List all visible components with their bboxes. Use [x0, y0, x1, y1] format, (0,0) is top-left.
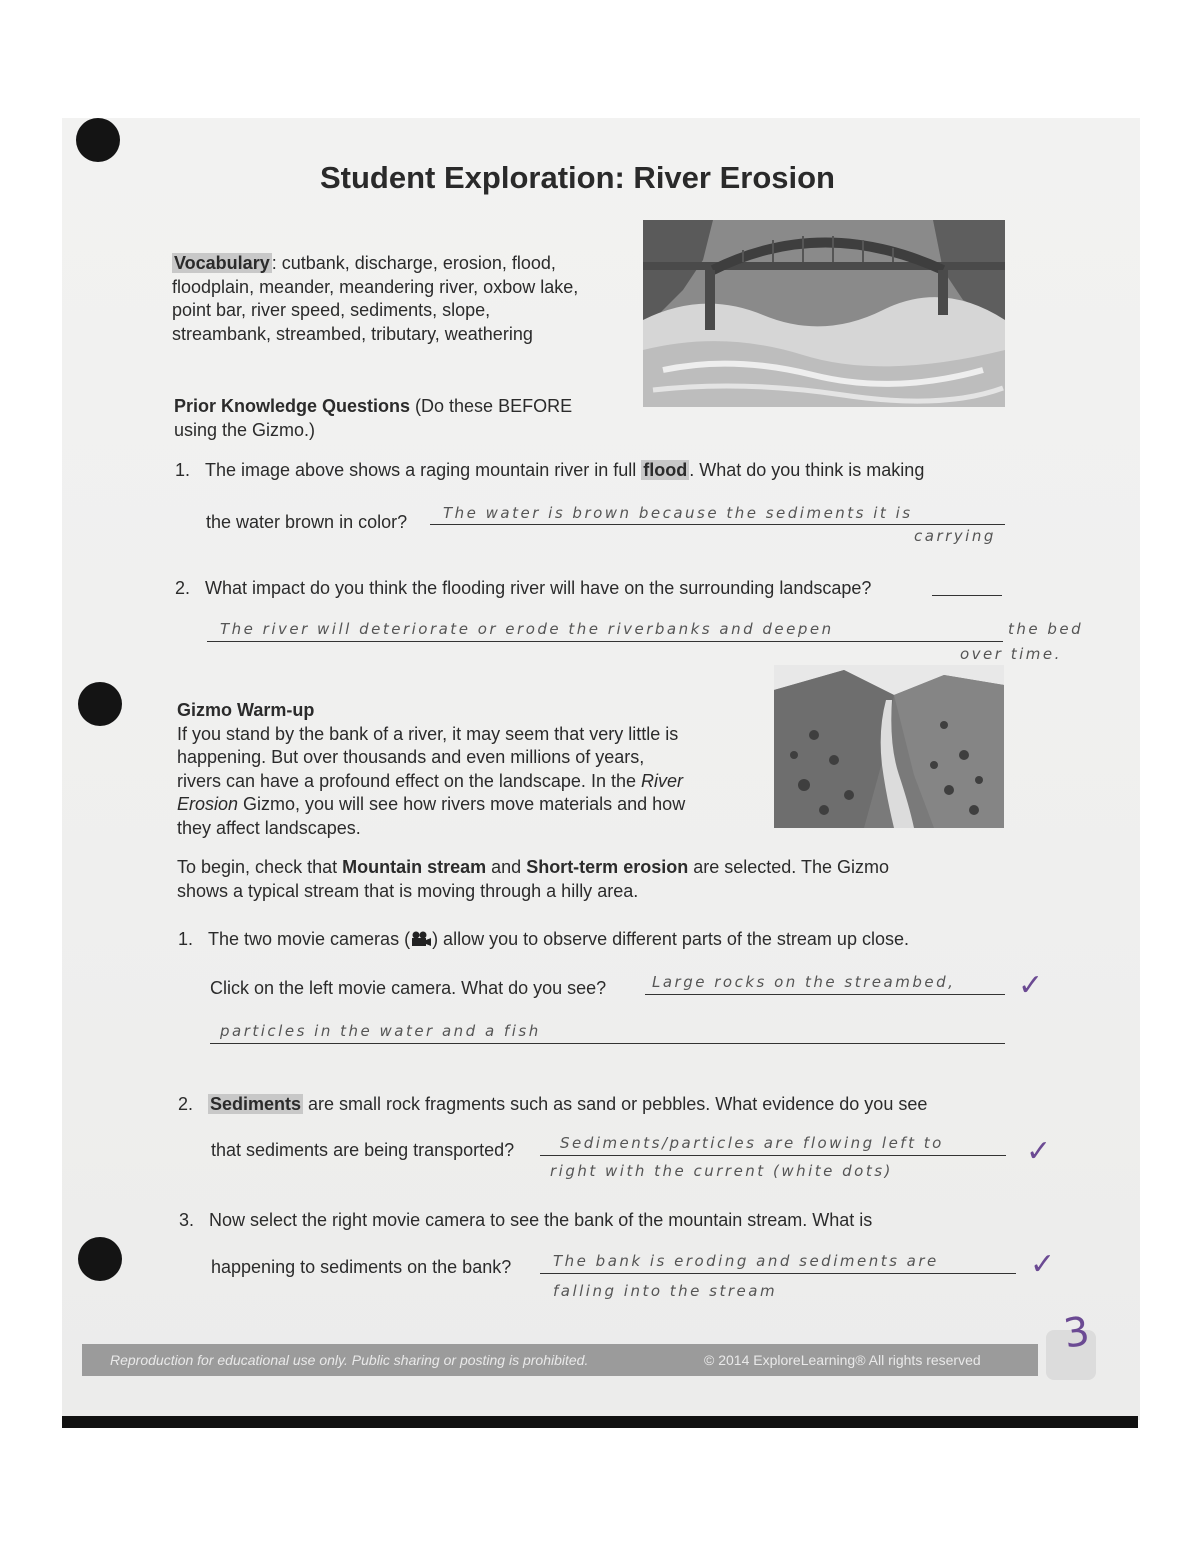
gizmo-name-italic: Erosion [177, 794, 239, 814]
pk-q1-prompt: the water brown in color? [206, 512, 408, 532]
page-bottom-edge [62, 1416, 1138, 1428]
gizmo-question-2 [178, 1093, 1008, 1117]
vocabulary-line: streambank, streambed, tributary, weathering [172, 323, 533, 344]
binder-hole-bottom [78, 1237, 122, 1281]
binder-hole-top [76, 118, 120, 162]
vocabulary-block [172, 252, 632, 346]
begin-text: shows a typical stream that is moving through a hilly area. [177, 880, 639, 901]
answer-line [645, 994, 1005, 995]
warmup-line: Gizmo, you will see how rivers move materials and how [238, 794, 686, 814]
begin-text: are selected. The Gizmo [688, 857, 889, 877]
begin-text: and [486, 857, 527, 877]
prior-knowledge-heading [174, 395, 634, 442]
setting-mountain-stream: Mountain stream [342, 857, 487, 877]
handwritten-answer: The bank is eroding and sediments are [553, 1252, 939, 1270]
warmup-line: rivers can have a profound effect on the landscape. In the [177, 770, 641, 791]
answer-line [207, 641, 1003, 642]
question-number: 1. [175, 460, 191, 480]
question-text: The two movie cameras ( [208, 929, 411, 949]
grader-checkmark: ✓ [1018, 968, 1044, 1003]
warmup-line: they affect landscapes. [177, 817, 361, 838]
handwritten-answer: particles in the water and a fish [220, 1022, 541, 1040]
copyright-footer [82, 1344, 1038, 1376]
pk-question-1 [175, 459, 995, 483]
question-text: ) allow you to observe different parts of the stream up close. [432, 929, 909, 949]
grader-score: 3 [1060, 1308, 1093, 1358]
valley-stream-photo [774, 665, 1004, 828]
gizmo-name-italic: River [640, 770, 683, 791]
binder-hole-middle [78, 682, 122, 726]
vocabulary-line: : cutbank, discharge, erosion, flood, [271, 253, 556, 273]
handwritten-answer: The water is brown because the sediments it is [443, 504, 913, 522]
warmup-line: If you stand by the bank of a river, it may seem that very little is [177, 723, 679, 744]
handwritten-answer: over time. [960, 645, 1062, 663]
keyword-sediments: Sediments [210, 1094, 302, 1114]
gizmo-question-3 [179, 1209, 1009, 1233]
keyword-flood: flood [643, 460, 688, 480]
handwritten-answer: Sediments/particles are flowing left to [560, 1134, 944, 1152]
answer-line [210, 1043, 1005, 1044]
prior-knowledge-title: Prior Knowledge Questions [174, 396, 411, 416]
answer-line [540, 1155, 1006, 1156]
question-text: The image above shows a raging mountain river in full [205, 460, 642, 480]
question-number: 2. [178, 1094, 194, 1114]
begin-instructions [177, 856, 997, 903]
question-number: 1. [178, 929, 194, 949]
answer-line [540, 1273, 1016, 1274]
warmup-line: happening. But over thousands and even millions of years, [177, 747, 645, 767]
begin-text: To begin, check that [177, 857, 343, 877]
vocabulary-label: Vocabulary [174, 253, 270, 273]
grader-checkmark: ✓ [1030, 1247, 1056, 1282]
flood-bridge-photo [643, 220, 1005, 407]
vocabulary-line: point bar, river speed, sediments, slope, [172, 300, 491, 320]
vocabulary-line: floodplain, meander, meandering river, oxbow lake, [172, 276, 579, 297]
question-text: are small rock fragments such as sand or pebbles. What evidence do you see [303, 1094, 928, 1114]
warmup-block [177, 699, 757, 840]
gizmo-question-1 [178, 928, 998, 952]
question-text: . What do you think is making [689, 460, 925, 480]
movie-camera-icon [410, 931, 432, 947]
handwritten-answer: Large rocks on the streambed, [652, 973, 956, 991]
grader-checkmark: ✓ [1026, 1134, 1052, 1169]
question-number: 2. [175, 578, 191, 598]
gq3-prompt: happening to sediments on the bank? [211, 1257, 512, 1277]
handwritten-answer: carrying [914, 527, 996, 545]
gq2-prompt: that sediments are being transported? [211, 1140, 515, 1160]
handwritten-answer: right with the current (white dots) [550, 1162, 893, 1180]
answer-line [430, 524, 1005, 525]
pk-question-2 [175, 577, 935, 601]
answer-line [932, 595, 1002, 596]
question-text: What impact do you think the flooding river will have on the surrounding landscape? [205, 578, 872, 598]
handwritten-answer: the bed [1008, 620, 1084, 638]
question-text: Now select the right movie camera to see the bank of the mountain stream. What is [209, 1210, 873, 1230]
prior-knowledge-note: (Do these BEFORE [410, 396, 573, 416]
warmup-heading: Gizmo Warm-up [177, 700, 315, 720]
question-number: 3. [179, 1210, 195, 1230]
handwritten-answer: falling into the stream [553, 1282, 778, 1300]
footer-left-text: Reproduction for educational use only. Public sharing or posting is prohibited. [110, 1352, 589, 1368]
prior-knowledge-note-2: using the Gizmo.) [174, 419, 316, 440]
footer-right-text: © 2014 ExploreLearning® All rights reserved [704, 1352, 981, 1368]
page-title: Student Exploration: River Erosion [320, 160, 835, 195]
handwritten-answer: The river will deteriorate or erode the riverbanks and deepen [220, 620, 834, 638]
gq1-prompt: Click on the left movie camera. What do you see? [210, 978, 607, 998]
setting-short-term-erosion: Short-term erosion [526, 857, 689, 877]
